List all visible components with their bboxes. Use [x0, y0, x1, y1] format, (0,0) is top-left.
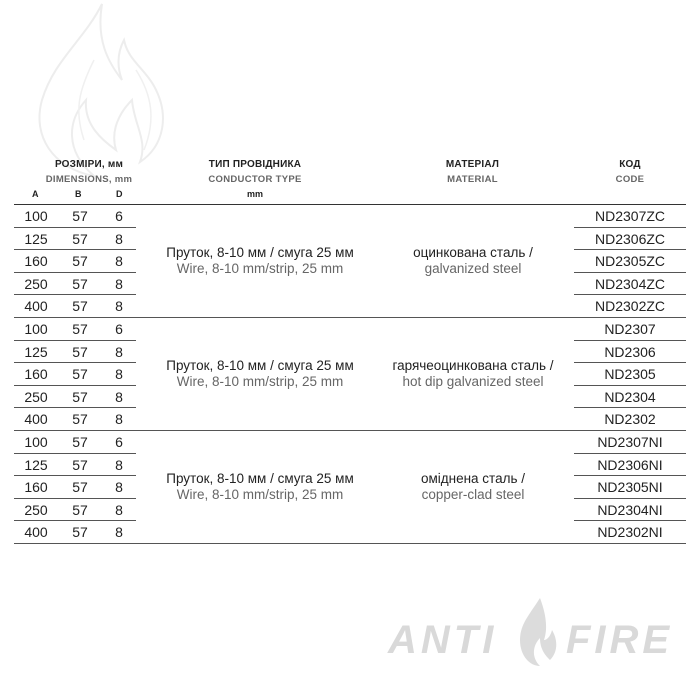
conductor-header-en: CONDUCTOR TYPE [208, 174, 302, 185]
material-ua: гарячеоцинкована сталь / [392, 357, 554, 373]
code-header-en: CODE [615, 174, 645, 185]
conductor-header-ua: ТИП ПРОВІДНИКА [208, 159, 302, 170]
dimension-b-cell: 57 [72, 208, 88, 224]
conductor-type-en: Wire, 8-10 mm/strip, 25 mm [176, 486, 344, 502]
dimension-d-cell: 8 [115, 298, 123, 315]
dimension-a-cell: 160 [24, 253, 48, 270]
material-header [390, 157, 555, 187]
material-header-ua: МАТЕРІАЛ [445, 159, 500, 170]
dimension-a-cell: 160 [24, 479, 48, 496]
dimension-b-cell: 57 [72, 501, 88, 518]
conductor-type-ua: Пруток, 8-10 мм / смуга 25 мм [166, 357, 354, 373]
column-b-label: B [75, 189, 82, 199]
dimension-b-cell: 57 [72, 366, 88, 383]
column-a-label: A [32, 189, 39, 199]
dimension-d-cell: 6 [115, 321, 123, 337]
material-ua: оцинкована сталь / [413, 244, 533, 260]
dimension-d-cell: 6 [115, 208, 123, 224]
dimension-b-cell: 57 [72, 298, 88, 315]
product-code-cell: ND2305NI [597, 479, 663, 496]
dimension-d-cell: 8 [115, 230, 123, 247]
antifire-logo [388, 592, 688, 672]
dimension-b-cell: 57 [72, 434, 88, 450]
dimension-d-cell: 8 [115, 275, 123, 292]
dimension-b-cell: 57 [72, 275, 88, 292]
dimension-a-cell: 400 [24, 524, 48, 541]
dimension-b-cell: 57 [72, 524, 88, 541]
material-en: galvanized steel [424, 260, 522, 276]
conductor-type-ua: Пруток, 8-10 мм / смуга 25 мм [166, 470, 354, 486]
material-en: copper-clad steel [421, 486, 525, 502]
conductor-type-cell [140, 471, 380, 503]
dimension-b-cell: 57 [72, 388, 88, 405]
dimension-d-cell: 8 [115, 456, 123, 473]
material-ua: оміднена сталь / [420, 470, 526, 486]
dimension-a-cell: 250 [24, 275, 48, 292]
product-code-cell: ND2305 [604, 366, 656, 383]
logo-text-left: ANTI [388, 618, 498, 662]
conductor-header [140, 157, 370, 202]
product-code-cell: ND2306 [604, 343, 656, 360]
dimension-d-cell: 8 [115, 366, 123, 383]
dimension-a-cell: 125 [24, 456, 48, 473]
dimension-b-cell: 57 [72, 253, 88, 270]
dimension-d-cell: 8 [115, 253, 123, 270]
conductor-type-en: Wire, 8-10 mm/strip, 25 mm [176, 260, 344, 276]
dimension-b-cell: 57 [72, 321, 88, 337]
material-header-en: MATERIAL [447, 174, 498, 185]
product-code-cell: ND2306ZC [594, 230, 666, 247]
dimension-d-cell: 8 [115, 479, 123, 496]
dimensions-header-ua: РОЗМІРИ, мм [54, 159, 124, 170]
product-code-cell: ND2307 [604, 321, 656, 337]
dimension-a-cell: 400 [24, 411, 48, 428]
dimension-a-cell: 100 [24, 208, 48, 224]
material-cell [380, 358, 566, 390]
dimensions-header-en: DIMENSIONS, mm [45, 174, 133, 185]
material-cell [380, 471, 566, 503]
dimension-a-cell: 400 [24, 298, 48, 315]
dimension-d-cell: 8 [115, 343, 123, 360]
material-en: hot dip galvanized steel [402, 373, 544, 389]
conductor-type-ua: Пруток, 8-10 мм / смуга 25 мм [166, 244, 354, 260]
dimension-a-cell: 250 [24, 388, 48, 405]
dimension-a-cell: 100 [24, 434, 48, 450]
code-header-ua: КОД [619, 159, 641, 170]
product-code-cell: ND2306NI [597, 456, 663, 473]
product-code-cell: ND2307ZC [594, 208, 666, 224]
dimension-b-cell: 57 [72, 411, 88, 428]
product-code-cell: ND2304ZC [594, 275, 666, 292]
dimension-d-cell: 8 [115, 411, 123, 428]
dimension-d-cell: 8 [115, 501, 123, 518]
product-code-cell: ND2304NI [597, 501, 663, 518]
conductor-type-en: Wire, 8-10 mm/strip, 25 mm [176, 373, 344, 389]
conductor-type-cell [140, 358, 380, 390]
product-code-cell: ND2302NI [597, 524, 663, 541]
dimension-d-cell: 8 [115, 388, 123, 405]
dimension-b-cell: 57 [72, 456, 88, 473]
product-code-cell: ND2302ZC [594, 298, 666, 315]
column-d-label: D [116, 189, 123, 199]
dimension-b-cell: 57 [72, 230, 88, 247]
material-cell [380, 245, 566, 277]
dimension-a-cell: 125 [24, 343, 48, 360]
conductor-header-unit: mm [246, 189, 263, 199]
code-header [574, 157, 686, 187]
conductor-type-cell [140, 245, 380, 277]
flame-watermark-icon [24, 0, 174, 180]
dimension-a-cell: 125 [24, 230, 48, 247]
dimension-a-cell: 160 [24, 366, 48, 383]
dimension-a-cell: 250 [24, 501, 48, 518]
group-divider [14, 543, 686, 544]
product-code-cell: ND2305ZC [594, 253, 666, 270]
dimension-b-cell: 57 [72, 343, 88, 360]
dimension-d-cell: 8 [115, 524, 123, 541]
product-code-cell: ND2304 [604, 388, 656, 405]
product-code-cell: ND2302 [604, 411, 656, 428]
product-code-cell: ND2307NI [597, 434, 663, 450]
logo-text-right: FIRE [566, 618, 674, 662]
flame-logo-icon [516, 596, 560, 668]
dimension-a-cell: 100 [24, 321, 48, 337]
dimension-b-cell: 57 [72, 479, 88, 496]
dimension-d-cell: 6 [115, 434, 123, 450]
